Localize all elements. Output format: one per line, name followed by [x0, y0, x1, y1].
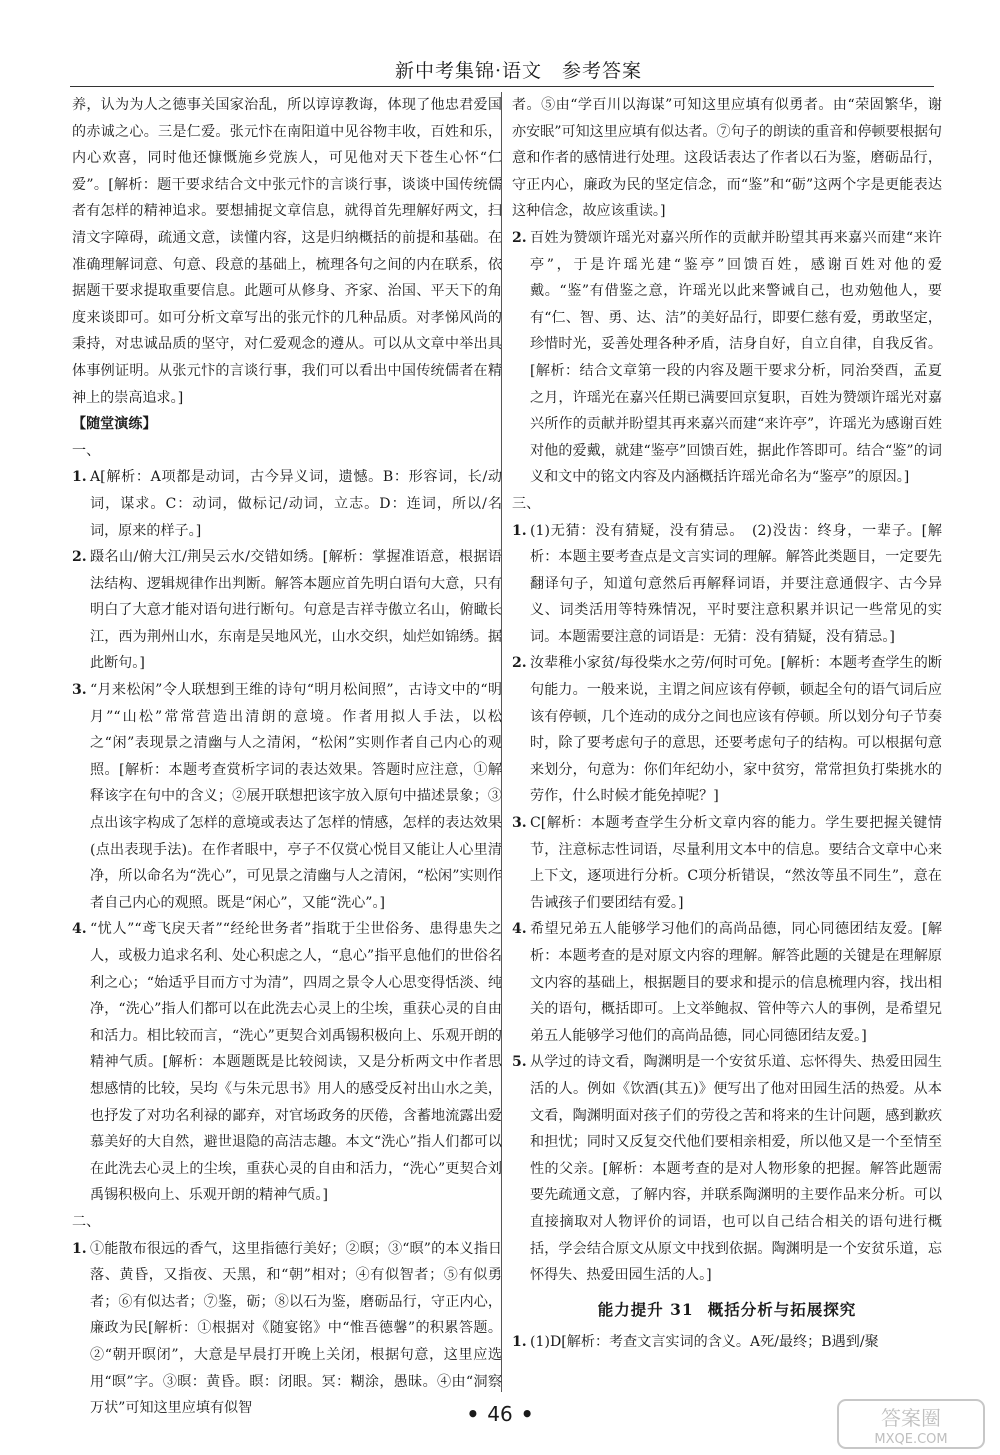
item-text: (1)D[解析：考查文言实词的含义。A死/最终；B遇到/聚: [530, 1334, 879, 1351]
left-intro-paragraph: 养，认为为人之德事关国家治乱，所以谆谆教诲，体现了他忠君爱国的赤诚之心。三是仁爱。张元忭在南阳道中见谷物丰收，百姓和乐，内心欢喜，同时他还慷慨施乡党族人，可见他对天下苍生心怀“仁爱”。[解析：题干要求结合文中张元忭的言谈行事，谈谈中国传统儒者有怎样的精神追求。要想捕捉文章信息，就得首先理解好两文，扫清文字障碍，疏通文意，读懂内容，这是归纳概括的前提和基础。在准确理解词意、句意、段意的基础上，梳理各句之间的内在联系，依据题干要求提取重要信息。此题可从修身、齐家、治国、平天下的角度来谈即可。如可分析文章写出的张元忭的几种品质。对孝悌风尚的秉持，对忠诚品质的坚守，对仁爱观念的遵从。可以从文章中举出具体事例证明。从张元忭的言谈行事，我们可以看出中国传统儒者在精神上的崇高追求。]: [72, 97, 502, 406]
section-subtitle: [512, 1297, 942, 1324]
subtitle-text: 概括分析与拓展探究: [707, 1299, 857, 1319]
item-text: (1)无猜：没有猜疑，没有猜忌。 (2)没齿：终身，一辈子。[解析：本题主要考查点是文言实词的理解。解答此类题目，一定要先翻译句子，知道句意然后再解释词语，并要注意通假字、古今异义、词类活用等特殊情况，平时要注意积累并识记一些常见的实词。本题需要注意的词语是：无猜：没有猜疑，没有猜忌。]: [530, 522, 942, 645]
page-header: [70, 52, 934, 87]
item-text: ①能散布很远的香气，这里指德行美好；②暝；③“暝”的本义指日落、黄昏，又指夜、天黑，和“朝”相对；④有似智者；⑤有似勇者；⑥有似达者；⑦鉴，砺；⑧以石为鉴，磨砺品行，守正内心，廉政为民[解析：①根据对《随宴铭》中“惟吾德馨”的积累答题。②“朝开暝闭”，大意是早晨打开晚上关闭，根据句意，这里应选用“暝”字。③暝：黄昏。瞑：闭眼。冥：糊涂，愚昧。④由“洞察万状”可知这里应填有似智: [90, 1240, 502, 1417]
answer-item: [512, 650, 942, 810]
answer-item: [72, 677, 502, 916]
item-text: 蹑名山/俯大江/荆吴云水/交错如绣。[解析：掌握准语意，根据语法结构、逻辑规律作出判断。解答本题应首先明白语句大意，只有明白了大意才能对语句进行断句。句意是吉祥寺傲立名山，俯瞰长江，西为荆州山水，东南是吴地风光，山水交织，灿烂如锦绣。据此断句。]: [90, 549, 502, 672]
right-continuation-paragraph: 者。⑤由“学百川以海谋”可知这里应填有似勇者。由“荣固繁华，谢亦安眠”可知这里应填有似达者。⑦句子的朗读的重音和停顿要根据句意和作者的感情进行处理。这段话表达了作者以石为鉴，磨砺品行，守正内心，廉政为民的坚定信念，而“鉴”和“砺”这两个字是更能表达这种信念，故应该重读。]: [512, 97, 943, 220]
item-text: 从学过的诗文看，陶渊明是一个安贫乐道、忘怀得失、热爱田园生活的人。例如《饮酒(其五)》便写出了他对田园生活的热爱。从本文看，陶渊明面对孩子们的劳役之苦和将来的生计问题，感到歉疚和担忧；同时又反复交代他们要相亲相爱，所以他又是一个至情至性的父亲。[解析：本题考查的是对人物形象的把握。解答此题需要先疏通文意，了解内容，并联系陶渊明的主要作品来分析。可以直接摘取对人物评价的词语，也可以自己结合相关的语句进行概括，学会结合原文从原文中找到依据。陶渊明是一个安贫乐道，忘怀得失、热爱田园生活的人。]: [530, 1054, 942, 1284]
item-number: 5.: [512, 1054, 527, 1071]
item-number: 1.: [72, 469, 87, 486]
item-number: 1.: [72, 1240, 87, 1257]
item-text: A[解析：A项都是动词，古今异义词，遗憾。B：形容词，长/动词，谋求。C：动词，做标记/动词，立志。D：连词，所以/名词，原来的样子。]: [90, 469, 502, 539]
part-two-list: [72, 1236, 502, 1422]
right-column: [512, 92, 942, 1392]
answer-item: [512, 1329, 942, 1356]
left-column: [72, 92, 502, 1417]
part-one-heading: 一、: [72, 442, 101, 459]
answer-item: [72, 464, 502, 544]
item-number: 4.: [512, 921, 527, 938]
answer-item: [512, 1049, 942, 1288]
watermark-logo: [836, 1398, 986, 1450]
section-label-practice: 【随堂演练】: [72, 416, 157, 433]
item-number: 3.: [512, 815, 527, 832]
part-one-list: [72, 464, 502, 1209]
item-number: 2.: [72, 549, 87, 566]
part-two-heading: 二、: [72, 1213, 101, 1230]
header-title: 新中考集锦·语文 参考答案: [394, 60, 642, 82]
answer-item: [72, 916, 502, 1209]
part-three-heading: 三、: [512, 495, 541, 512]
item-number: 4.: [72, 921, 87, 938]
item-number: 1.: [512, 1334, 527, 1351]
item-text: “忧人”“鸢飞戾天者”“经纶世务者”指耽于尘世俗务、患得患失之人，或极力追求名利、处心积虑之人，“息心”指平息他们的世俗名利之心；“始适乎目而方寸为清”，四周之景令人心思变得恬淡、纯净，“洗心”指人们都可以在此洗去心灵上的尘埃，重获心灵的自由和活力。相比较而言，“洗心”更契合刘禹锡积极向上、乐观开朗的精神气质。[解析：本题题既是比较阅读，又是分析两文中作者思想感情的比较，吴均《与朱元思书》用人的感受反衬出山水之美，也抒发了对功名利禄的鄙弃，对官场政务的厌倦，含蓄地流露出爱慕美好的大自然，避世退隐的高洁志趣。本文“洗心”指人们都可以在此洗去心灵上的尘埃，重获心灵的自由和活力，“洗心”更契合刘禹锡积极向上、乐观开朗的精神气质。]: [90, 921, 502, 1204]
item-number: 2.: [512, 655, 527, 672]
page-number: • 46 •: [466, 1402, 534, 1426]
item-number: 1.: [512, 522, 527, 539]
item-text: C[解析：本题考查学生分析文章内容的能力。学生要把握关键情节，注意标志性词语，尽量利用文本中的信息。要结合文章中心来上下文，逐项进行分析。C项分析错误，“然汝等虽不同生”，意在告诫孩子们要团结有爱。]: [530, 815, 942, 911]
subtitle-label: 能力提升 31: [597, 1299, 694, 1319]
answer-item: [512, 225, 942, 491]
answer-item: [72, 1236, 502, 1422]
item-text: “月来松闲”令人联想到王维的诗句“明月松间照”，古诗文中的“明月”“山松”常常营造出清朗的意境。作者用拟人手法，以松之“闲”表现景之清幽与人之清闲，“松闲”实则作者自己内心的观照。[解析：本题考查赏析字词的表达效果。答题时应注意，①解释该字在句中的含义；②展开联想把该字放入原句中描述景象；③点出该字构成了怎样的意境或表达了怎样的情感，怎样的表达效果(点出表现手法)。在作者眼中，亭子不仅赏心悦目又能让人心里清净，所以命名为“洗心”，可见景之清幽与人之清闲，“松闲”实则作者自己内心的观照。既是“闲心”，又能“洗心”。]: [90, 682, 502, 911]
item-text: 希望兄弟五人能够学习他们的高尚品德，同心同德团结友爱。[解析：本题考查的是对原文内容的理解。解答此题的关键是在理解原文内容的基础上，根据题目的要求和提示的信息梳理内容，找出相关的语句，概括即可。上文举鲍叔、管仲等六人的事例，是希望兄弟五人能够学习他们的高尚品德，同心同德团结友爱。]: [530, 921, 942, 1044]
item-number: 2.: [512, 229, 527, 246]
part-three-list: [512, 518, 942, 1289]
watermark-top-text: 答案圈: [881, 1406, 941, 1430]
item-text: 汝辈稚小家贫/每役柴水之劳/何时可免。[解析：本题考查学生的断句能力。一般来说，主谓之间应该有停顿，顿起全句的语气词后应该有停顿，几个连动的成分之间也应该有停顿。所以划分句子节奏时，除了要考虑句子的意思，还要考虑句子的结构。可以根据句意来划分，句意为：你们年纪幼小，家中贫穷，常常担负打柴挑水的劳作，什么时候才能免掉呢？]: [530, 655, 942, 805]
answer-item: [512, 916, 942, 1049]
answer-item: [512, 518, 942, 651]
item-text: 百姓为赞颂许瑶光对嘉兴所作的贡献并盼望其再来嘉兴而建“来许亭”，于是许瑶光建“鉴亭”回馈百姓，感谢百姓对他的爱戴。“鉴”有借鉴之意，许瑶光以此来警诫自己，也劝勉他人，要有“仁、智、勇、达、洁”的美好品行，即要仁慈有爱，勇敢坚定，珍惜时光，妥善处理各种矛盾，洁身自好，自立自律，自我反省。[解析：结合文章第一段的内容及题干要求分析，同治癸酉，孟夏之月，许瑶光在嘉兴任期已满要回京复职，百姓为赞颂许瑶光对嘉兴所作的贡献并盼望其再来嘉兴而建“来许亭”，许瑶光为感谢百姓对他的爱戴，就建“鉴亭”回馈百姓，据此作答即可。结合“鉴”的词义和文中的铭文内容及内涵概括许瑶光命名为“鉴亭”的原因。]: [530, 229, 942, 486]
answer-item: [512, 810, 942, 916]
answer-item: [72, 544, 502, 677]
page-number-value: 46: [487, 1402, 513, 1426]
item-number: 3.: [72, 682, 87, 699]
watermark-bottom-text: MXQE.COM: [874, 1432, 948, 1447]
